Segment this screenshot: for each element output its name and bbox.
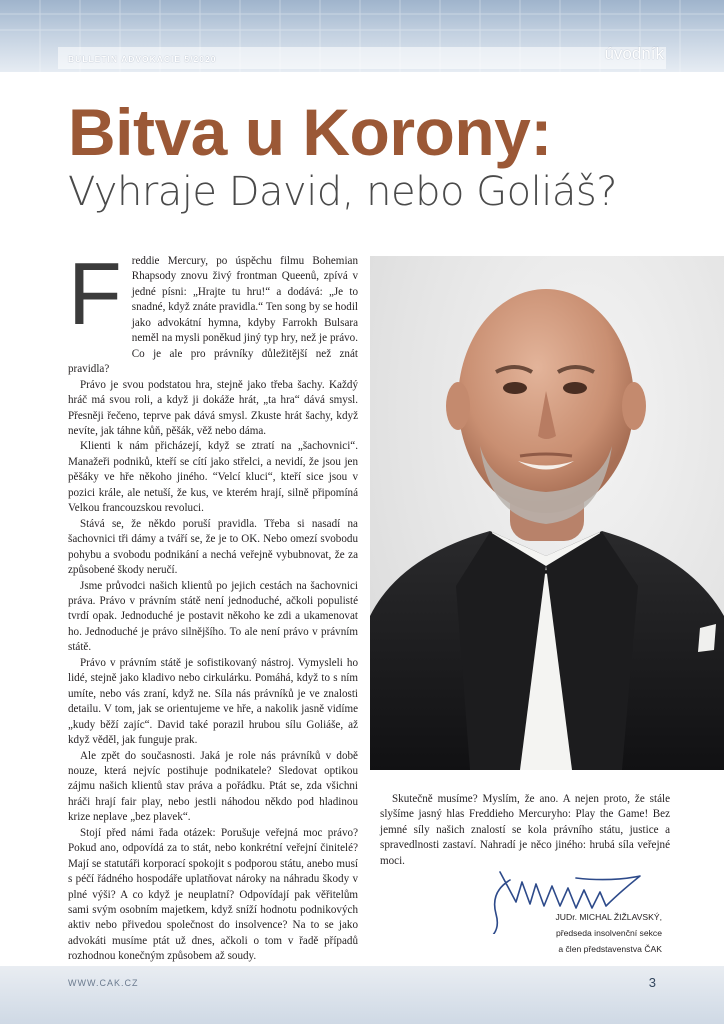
paragraph: Skutečně musíme? Myslím, že ano. A nejen proto, že stále slyšíme jasný hlas Freddieho Mercuryho: Play the Game! Bez jemné síly našich znalostí se kola právního státu, justice a spravedlnosti zastaví. Nahradí je něco jiného: hrubá síla veřejné moci.	[380, 793, 670, 867]
author-signature	[470, 862, 670, 934]
paragraph: reddie Mercury, po úspěchu filmu Bohemian Rhapsody znovu živý frontman Queenů, zpívá v jedné písni: „Hrajte tu hru!“ a dodává: „Je to snadné, když znáte pravidla.“ Ten song by se hodil jako advokátní hymna, kdyby Farrokh Bulsara neměl na mysli poněkud jiný typ hry, než je právo. Co je ale pro právníky důležitější než znát pravidla?	[68, 255, 358, 376]
paragraph: Klienti k nám přicházejí, když se ztratí na „šachovnici“. Manažeři podniků, kteří se cítí jako střelci, a nevidí, že jsou jen pěšáky ve hře někoho jiného. “Velcí kluci“, kteří sice jsou v pozici krále, ale netuší, že kus, ve kterém hrají, silně připomíná Velkou francouzskou revoluci.	[68, 440, 358, 515]
footer-url[interactable]: WWW.CAK.CZ	[68, 978, 139, 988]
article-column-left	[68, 244, 358, 965]
author-photo	[370, 256, 724, 770]
page-number: 3	[648, 975, 656, 990]
paragraph: Jsme průvodci našich klientů po jejich cestách na šachovnici práva. Právo v právním státě není jednoduché, ačkoli populisté tvrdí opak. Jednoduché je postavit někoho ke zdi a ukamenovat ho. Jednoduché je právo silnějšího. To ale není právo v právním státě.	[68, 579, 358, 654]
author-name: JUDr. MICHAL ŽIŽLAVSKÝ,	[555, 912, 662, 922]
paragraph: Právo je svou podstatou hra, stejně jako třeba šachy. Každý hráč má svou roli, a když ji dokáže hrát, „ta hra“ dává smysl. Přesněji řečeno, teprve pak dává smysl. Zkuste hrát šachy, když nevíte, jak táhne kůň, pěšák, věž nebo dáma.	[68, 378, 358, 437]
bulletin-label: BULLETIN ADVOKACIE 5/2020	[68, 54, 217, 64]
article-subtitle: Vyhraje David, nebo Goliáš?	[68, 169, 617, 215]
drop-cap: F	[68, 244, 122, 343]
article-column-right	[380, 792, 670, 869]
author-portrait-illustration	[370, 256, 724, 770]
author-role: předseda insolvenční sekce	[555, 928, 662, 938]
author-role: a člen představenstva ČAK	[558, 944, 662, 954]
paragraph: Stojí před námi řada otázek: Porušuje veřejná moc právo? Pokud ano, odpovídá za to stát, nebo konkrétní veřejní činitelé? Mají se statutáři korporací spokojit s podporou státu, anebo musí s péčí řádného hospodáře uplatňovat nároky na náhradu škody v plné výši? A co když je neuplatní? Odpovídají pak věřitelům sami svým osobním majetkem, když sníží hodnotu podnikových aktiv nebo přivedou společnost do insolvence? Na to se jako advokáti musíme ptát už dnes, ačkoli o tom v řadě případů rozhodnou konečným způsobem až soudy.	[68, 826, 358, 963]
paragraph: Právo v právním státě je sofistikovaný nástroj. Vymysleli ho lidé, stejně jako kladivo nebo cirkulárku. Pomáhá, když to s ním umíte, nebo vás zraní, když ne. Síla nás právníků je ve znalosti detailu. V tom, jak se orientujeme ve hře, a nakolik jasně vidíme „kudy běží zajíc“. David také porazil hrubou sílu Goliáše, až když věděl, jak funguje prak.	[68, 656, 358, 747]
paragraph: Ale zpět do současnosti. Jaká je role nás právníků v době nouze, která nejvíc postihuje podnikatele? Sledovat optikou zájmu našich klientů stav práva a pořádku. Ptát se, zda všichni hráči hrají fair play, nebo jestli náhodou někdo pod hladinou krize neplave „bez plavek“.	[68, 749, 358, 824]
article-title: Bitva u Korony:	[68, 95, 552, 169]
paragraph: Stává se, že někdo poruší pravidla. Třeba si nasadí na šachovnici tři dámy a tváří se, že je to OK. Nebo omezí svobodu pohybu a svobodu podnikání a nechá veřejně vybubnovat, že za způsobené škody neručí.	[68, 517, 358, 577]
footer-band	[0, 966, 724, 1024]
section-label: úvodník	[604, 44, 664, 63]
